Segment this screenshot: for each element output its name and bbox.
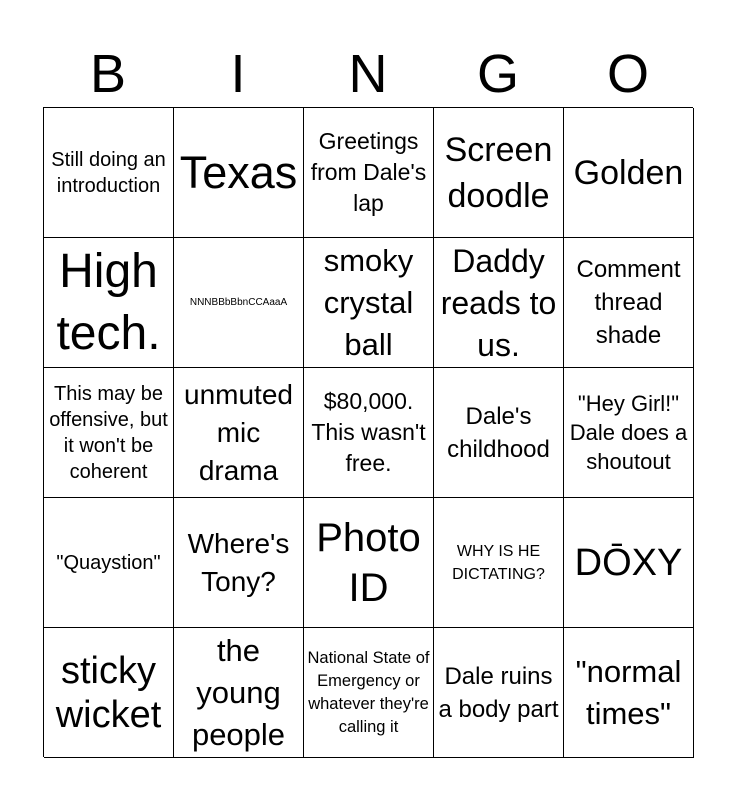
bingo-cell[interactable]: Texas [174,108,304,238]
bingo-cell[interactable]: Still doing an introduction [44,108,174,238]
bingo-cell[interactable]: Where's Tony? [174,498,304,628]
bingo-cell[interactable]: the young people [174,628,304,758]
bingo-cell[interactable]: "Hey Girl!" Dale does a shoutout [564,368,694,498]
header-letter-o: O [606,44,649,104]
bingo-cell[interactable]: DŌXY [564,498,694,628]
bingo-cell[interactable]: Dale ruins a body part [434,628,564,758]
bingo-cell[interactable]: Daddy reads to us. [434,238,564,368]
bingo-grid [43,107,693,757]
bingo-cell[interactable]: NNNBBbBbnCCAaaA [174,238,304,368]
bingo-cell[interactable]: WHY IS HE DICTATING? [434,498,564,628]
bingo-cell[interactable]: Photo ID [304,498,434,628]
bingo-cell[interactable]: smoky crystal ball [304,238,434,368]
bingo-cell[interactable]: Dale's childhood [434,368,564,498]
header-letter-g: G [476,44,519,104]
bingo-header [43,42,693,106]
bingo-cell[interactable]: Comment thread shade [564,238,694,368]
bingo-cell[interactable]: Golden [564,108,694,238]
bingo-cell[interactable]: $80,000. This wasn't free. [304,368,434,498]
bingo-cell[interactable]: sticky wicket [44,628,174,758]
bingo-cell[interactable]: Greetings from Dale's lap [304,108,434,238]
bingo-cell[interactable]: unmuted mic drama [174,368,304,498]
bingo-cell[interactable]: Screen doodle [434,108,564,238]
bingo-cell[interactable]: This may be offensive, but it won't be coherent [44,368,174,498]
bingo-cell[interactable]: National State of Emergency or whatever they're calling it [304,628,434,758]
bingo-cell[interactable]: "Quaystion" [44,498,174,628]
header-letter-n: N [348,44,388,104]
bingo-cell[interactable]: High tech. [44,238,174,368]
header-letter-b: B [89,44,127,104]
bingo-cell[interactable]: "normal times" [564,628,694,758]
header-letter-i: I [230,44,246,104]
